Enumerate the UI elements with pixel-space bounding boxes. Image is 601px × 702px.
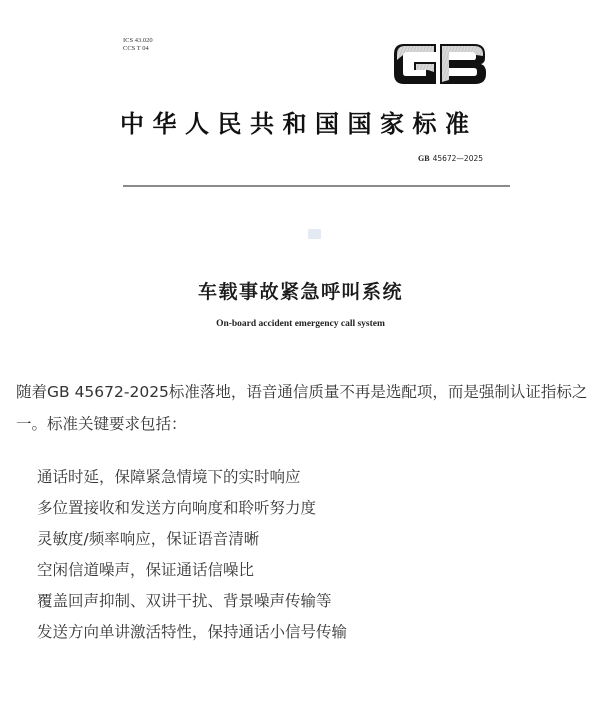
list-item: 覆盖回声抑制、双讲干扰、背景噪声传输等 — [37, 592, 332, 610]
header-divider — [123, 185, 510, 187]
document-title-cn: 车载事故紧急呼叫系统 — [197, 281, 403, 303]
list-item: 灵敏度/频率响应，保证语音清晰 — [37, 530, 260, 548]
requirements-list — [37, 462, 347, 648]
gb-logo-icon — [390, 38, 490, 90]
document-title-en: On-board accident emergency call system — [216, 319, 385, 329]
image-placeholder-icon — [308, 229, 321, 239]
list-item: 空闲信道噪声，保证通话信噪比 — [37, 561, 255, 579]
standard-cover-image — [0, 0, 601, 350]
standard-number — [418, 154, 483, 163]
list-item: 多位置接收和发送方向响度和聆听努力度 — [37, 499, 317, 517]
classification-codes — [123, 37, 153, 52]
ccs-code: CCS T 04 — [123, 44, 149, 52]
intro-paragraph: 随着GB 45672-2025标准落地，语音通信质量不再是选配项，而是强制认证指标之一。标准关键要求包括： — [16, 383, 588, 433]
standard-title: 中华人民共和国国家标准 — [120, 109, 478, 138]
ics-code: ICS 43.020 — [123, 37, 153, 44]
list-item: 发送方向单讲激活特性，保持通话小信号传输 — [37, 623, 348, 641]
list-item: 通话时延，保障紧急情境下的实时响应 — [37, 468, 301, 486]
standard-number-value: 45672—2025 — [432, 154, 484, 163]
standard-number-prefix: GB — [418, 154, 430, 163]
